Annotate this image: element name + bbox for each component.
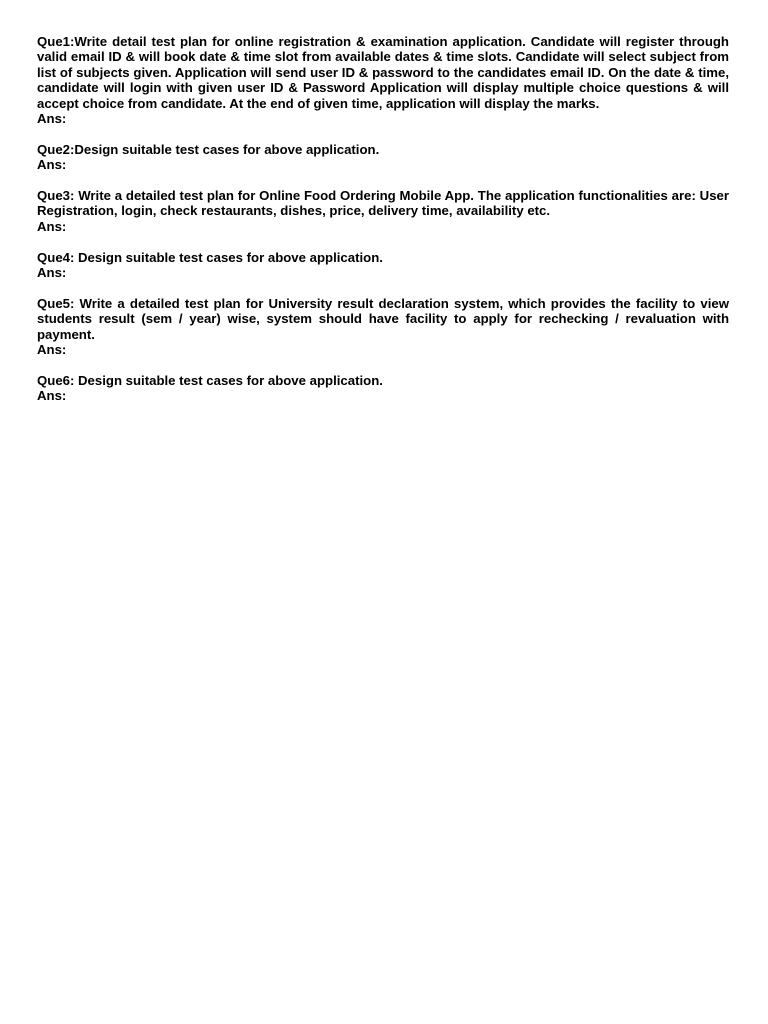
- question-block-3: [37, 188, 729, 234]
- answer-label: Ans:: [37, 111, 67, 127]
- question-block-4: [37, 250, 729, 281]
- question-text: Que6: Design suitable test cases for above application.: [37, 372, 383, 388]
- question-text: Que4: Design suitable test cases for above application.: [37, 249, 383, 265]
- answer-label: Ans:: [37, 157, 67, 173]
- question-block-6: [37, 373, 729, 404]
- answer-label: Ans:: [37, 265, 67, 281]
- question-block-2: [37, 142, 729, 173]
- answer-label: Ans:: [37, 388, 67, 404]
- question-text: Que2:Design suitable test cases for above application.: [37, 141, 380, 157]
- question-block-1: [37, 34, 729, 126]
- document-page: [37, 34, 729, 419]
- question-block-5: [37, 296, 729, 358]
- question-text: Que1:Write detail test plan for online registration & examination application. Candidate will register through valid email ID & will book date & time slot from available dates & time slots. Candidate will select subject from list of subjects given. Application will send user ID & password to the candidates email ID. On the date & time, candidate will login with given user ID & Password Application will display multiple choice questions & will accept choice from candidate. At the end of given time, application will display the marks.: [37, 34, 729, 111]
- question-text: Que3: Write a detailed test plan for Online Food Ordering Mobile App. The application functionalities are: User Registration, login, check restaurants, dishes, price, delivery time, availability etc.: [37, 188, 729, 219]
- answer-label: Ans:: [37, 342, 67, 358]
- answer-label: Ans:: [37, 218, 67, 234]
- question-text: Que5: Write a detailed test plan for University result declaration system, which provides the facility to view students result (sem / year) wise, system should have facility to apply for rechecking / revaluation with payment.: [37, 295, 729, 342]
